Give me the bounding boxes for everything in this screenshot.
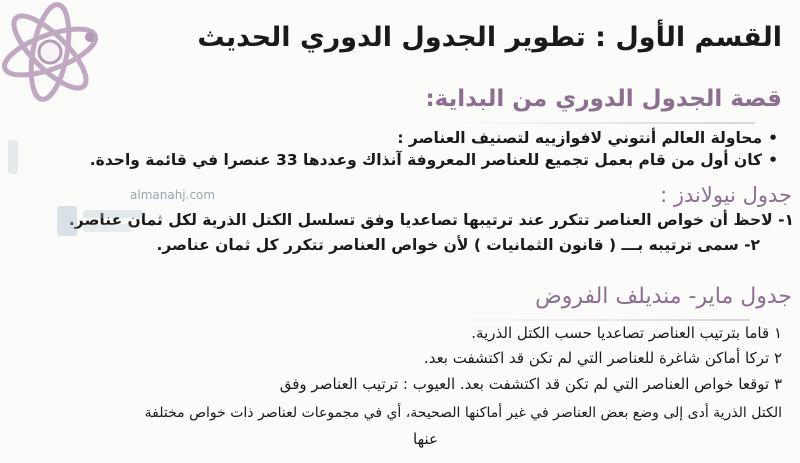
section3-line-3: ٣ توقعا خواص العناصر التي لم تكن قد اكتشفت بعد. العيوب : ترتيب العناصر وفق xyxy=(279,375,782,393)
section3-line-2: ٢ تركا أماكن شاغرة للعناصر التي لم تكن قد اكتشفت بعد. xyxy=(423,349,782,367)
section2-title: جدول نيولاندز : xyxy=(660,183,792,207)
section3-title: جدول ماير- منديلف الفروض xyxy=(535,284,792,309)
section3-line-5: عنها xyxy=(413,430,438,448)
section1-bullet-1: •محاولة العالم أنتوني لافوازييه لتصنيف العناصر : xyxy=(397,129,778,147)
bullet-dot-icon: • xyxy=(768,151,778,169)
atom-icon xyxy=(0,0,115,115)
bullet-dot-icon: • xyxy=(768,129,778,147)
section1-bullet-2: •كان أول من قام بعمل تجميع للعناصر المعروفة آنذاك وعددها 33 عنصرا في قائمة واحدة. xyxy=(89,151,778,169)
scroll-indicator xyxy=(8,140,18,174)
section2-line-1: ١- لاحظ أن خواص العناصر تتكرر عند ترتيبها تصاعديا وفق تسلسل الكتل الذرية لكل ثمان عناصر. xyxy=(68,211,794,229)
page-title: القسم الأول : تطوير الجدول الدوري الحديث xyxy=(197,22,782,53)
section1-title: قصة الجدول الدوري من البداية: xyxy=(425,86,782,112)
section1-rule xyxy=(455,122,755,124)
section2-line-2: ٢- سمى ترتيبه بـــ ( قانون الثمانيات ) لأن خواص العناصر تتكرر كل ثمان عناصر. xyxy=(156,236,760,254)
section3-rule xyxy=(460,319,750,321)
watermark-logo xyxy=(55,200,150,242)
watermark-text: almanahj.com xyxy=(130,188,216,202)
section3-line-4: الكتل الذرية أدى إلى وضع بعض العناصر في غير أماكنها الصحيحة، أي في مجموعات لعناصر ذات خواص مختلفة xyxy=(144,405,782,421)
section3-line-1: ١ قاما بترتيب العناصر تصاعديا حسب الكتل الذرية. xyxy=(471,324,782,342)
